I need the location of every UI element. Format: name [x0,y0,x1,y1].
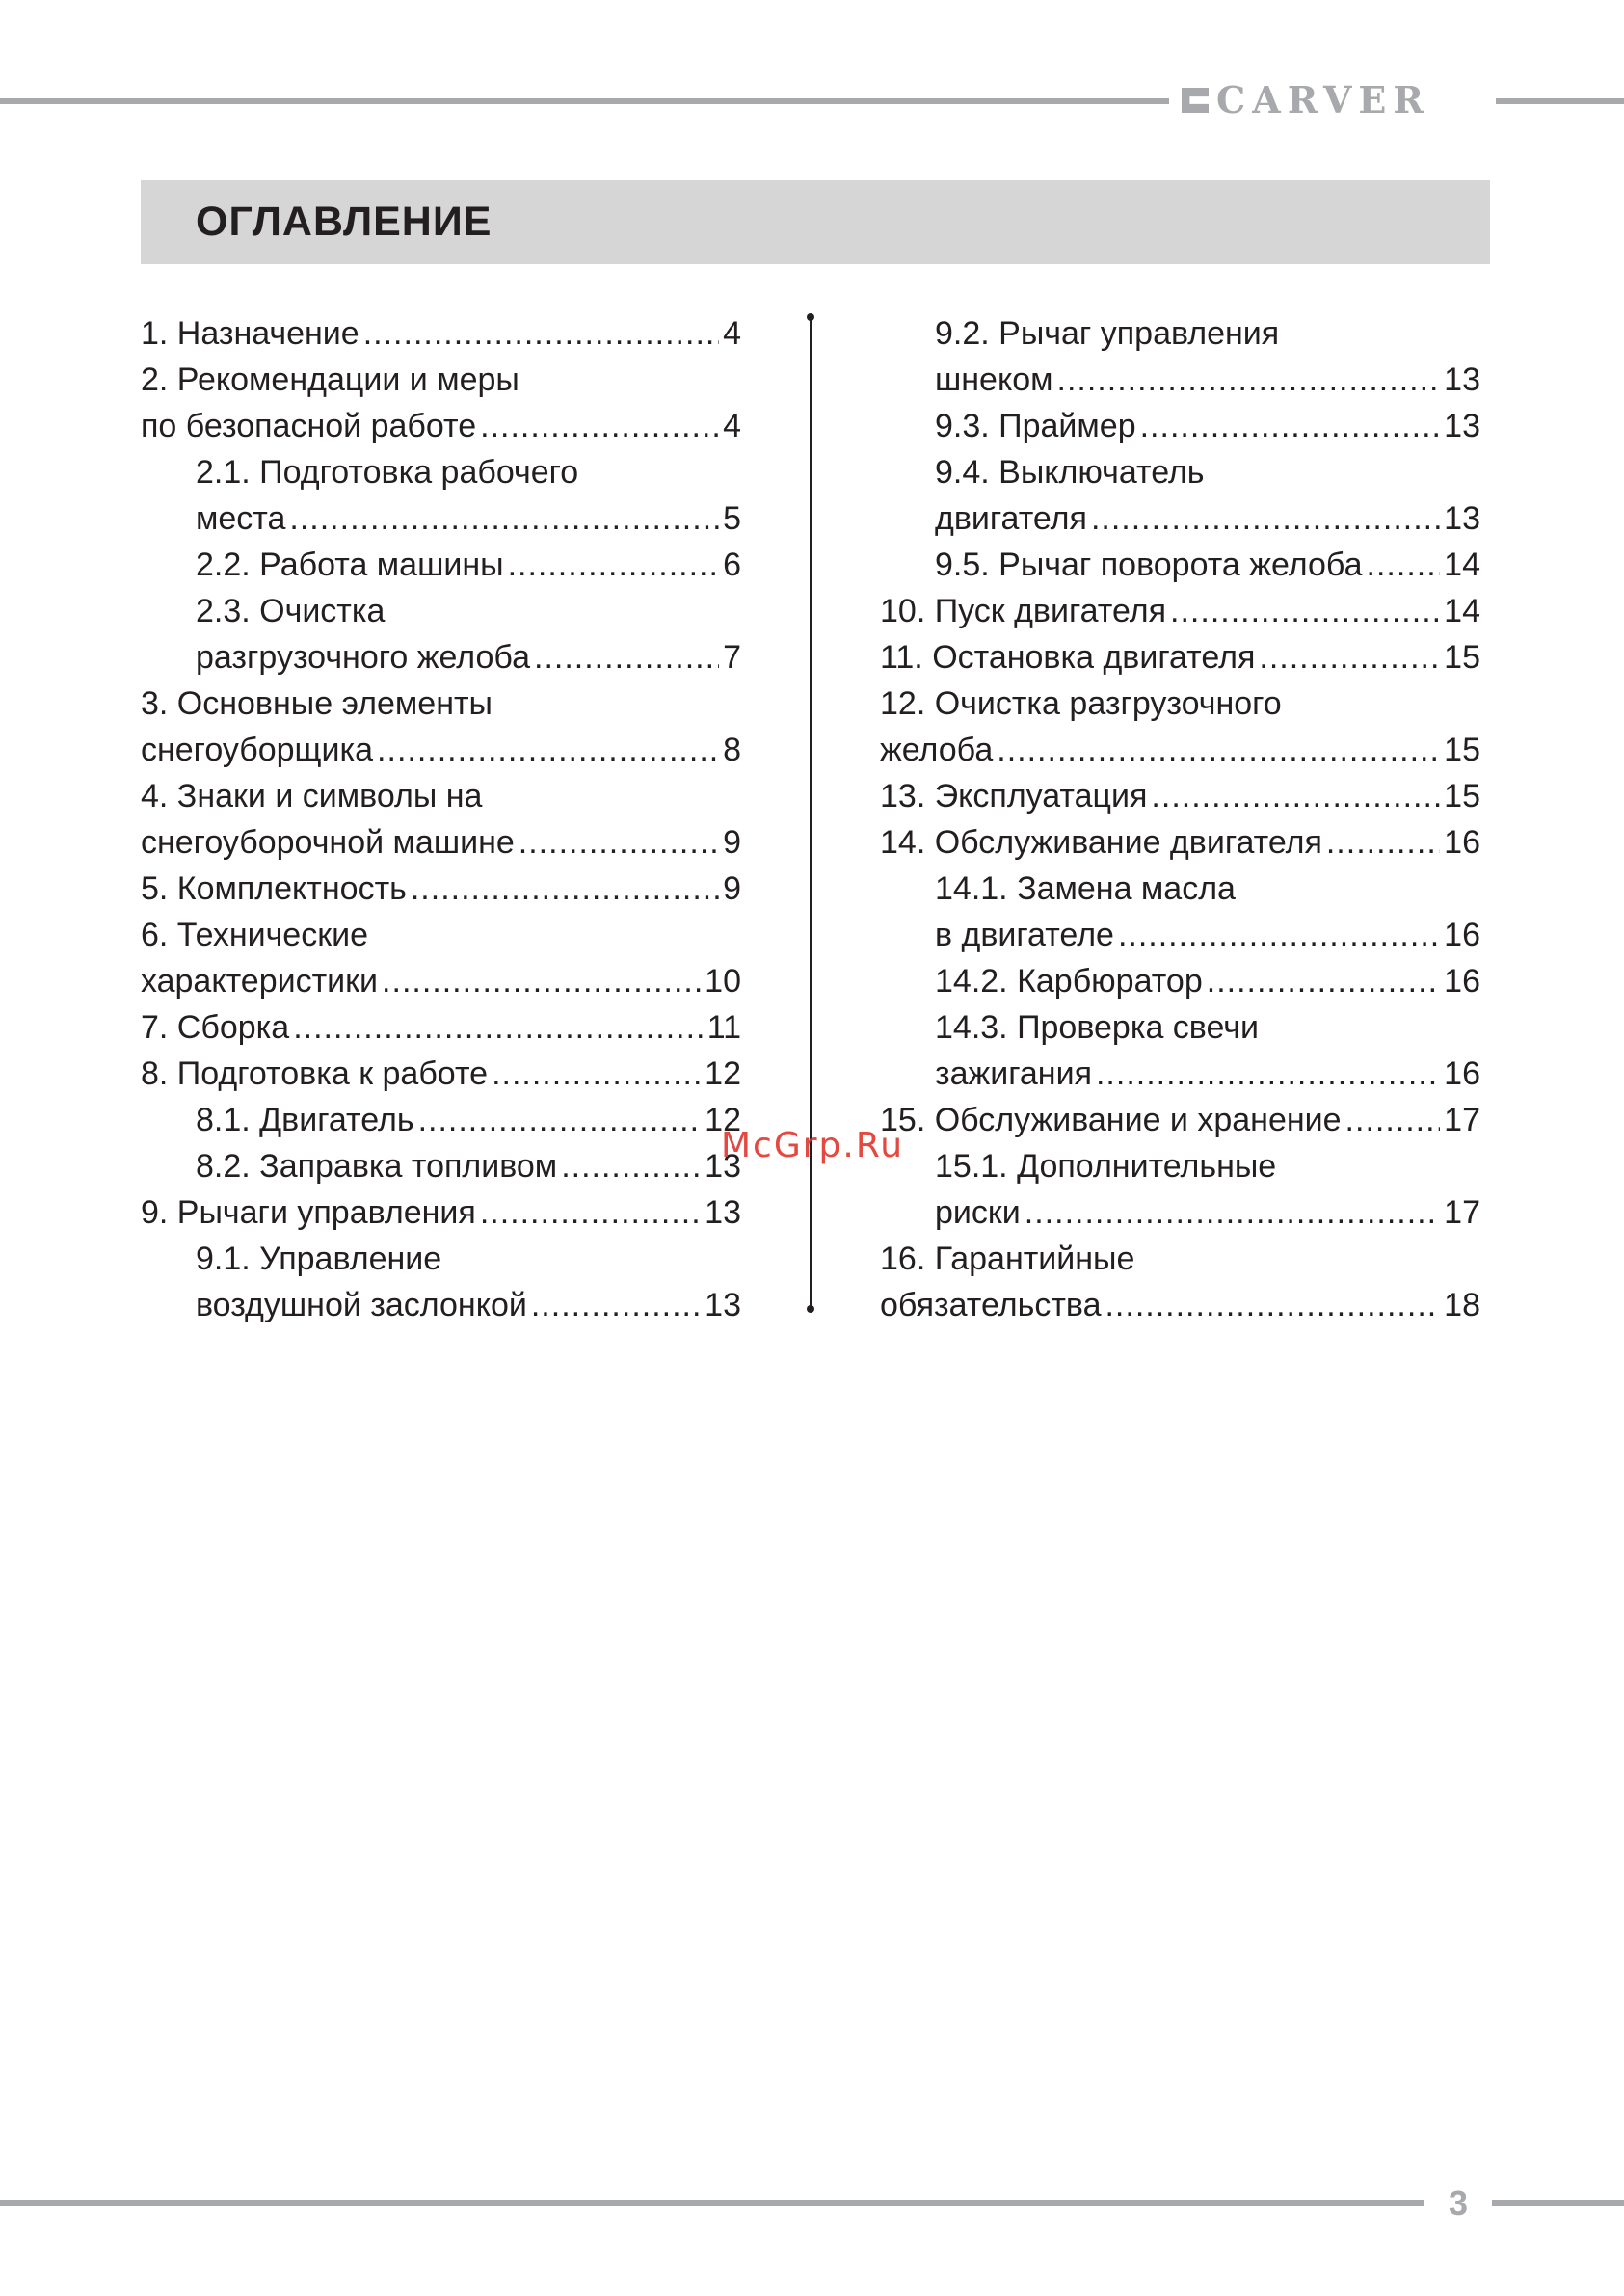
toc-dot-leader [508,542,720,588]
toc-entry-text: снегоуборщика [141,732,374,768]
toc-entry[interactable] [141,1189,741,1236]
toc-entry[interactable] [880,1143,1480,1189]
toc-page-number: 13 [705,1148,741,1185]
toc-page-number: 17 [1444,1102,1480,1138]
toc-dot-leader [293,1004,704,1051]
toc-entry-text: 14. Обслуживание двигателя [880,824,1322,861]
toc-entry-text: 8. Подготовка к работе [141,1055,489,1092]
toc-page-number: 13 [1444,500,1480,537]
toc-dot-leader [1025,1189,1440,1236]
toc-dot-leader [531,1282,701,1328]
toc-dot-leader [1326,819,1440,866]
toc-entry-text: 7. Сборка [141,1009,290,1046]
toc-entry-text: 9. Рычаги управления [141,1194,476,1231]
toc-entry[interactable] [141,449,741,495]
toc-entry[interactable] [880,866,1480,912]
toc-dot-leader [1259,634,1440,681]
toc-dot-leader [519,819,719,866]
toc-entry[interactable] [141,1143,741,1189]
toc-entry-text: 14.2. Карбюратор [935,963,1203,1000]
toc-dot-leader [561,1143,701,1189]
toc-entry-text: 11. Остановка двигателя [880,639,1256,676]
toc-entry[interactable] [141,819,741,866]
toc-dot-leader [377,727,719,773]
toc-entry[interactable] [880,1004,1480,1051]
footer-rule-right [1492,2200,1624,2206]
toc-page-number: 18 [1444,1287,1480,1323]
toc-entry[interactable] [880,403,1480,449]
toc-dot-leader [1151,773,1440,819]
toc-entry-text: 8.2. Заправка топливом [196,1148,558,1185]
toc-entry-text: 12. Очистка разгрузочного [880,685,1282,722]
toc-entry[interactable] [141,866,741,912]
toc-entry-text: 4. Знаки и символы на [141,778,483,814]
toc-page-number: 13 [1444,408,1480,444]
toc-dot-leader [997,727,1440,773]
brand-name: CARVER [1216,78,1430,121]
toc-entry[interactable] [141,958,741,1004]
toc-entry[interactable] [141,634,741,681]
toc-page-number: 12 [705,1102,741,1138]
toc-entry[interactable] [880,773,1480,819]
toc-entry[interactable] [141,495,741,542]
toc-dot-leader [411,866,719,912]
toc-entry[interactable] [880,727,1480,773]
toc-page-number: 16 [1444,824,1480,861]
toc-entry-text: 2.3. Очистка [196,593,386,629]
toc-page-number: 4 [723,408,741,444]
toc-page-number: 14 [1444,547,1480,583]
toc-entry[interactable] [880,1097,1480,1143]
toc-entry[interactable] [880,1282,1480,1328]
footer-rule-left [0,2200,1424,2206]
toc-page-number: 16 [1444,1055,1480,1092]
toc-entry-text: 14.1. Замена масла [935,870,1236,907]
brand-logo [1182,78,1430,121]
toc-entry-text: шнеком [935,361,1053,398]
toc-entry-text: 9.4. Выключатель [935,454,1205,491]
toc-entry[interactable] [141,1097,741,1143]
toc-entry-text: характеристики [141,963,379,1000]
toc-dot-leader [534,634,719,681]
toc-entry-text: 1. Назначение [141,315,359,352]
toc-dot-leader [382,958,701,1004]
toc-entry[interactable] [880,912,1480,958]
toc-entry-text: двигателя [935,500,1087,537]
toc-entry[interactable] [880,1189,1480,1236]
toc-entry-text: 9.5. Рычаг поворота желоба [935,547,1363,583]
toc-page-number: 11 [706,1009,741,1046]
toc-entry-text: 8.1. Двигатель [196,1102,414,1138]
toc-right-column [880,310,1480,1328]
toc-entry-text: в двигателе [935,917,1114,953]
toc-entry[interactable] [880,542,1480,588]
carver-logo-icon [1182,88,1209,113]
toc-page-number: 4 [723,315,741,352]
toc-entry[interactable] [141,1282,741,1328]
toc-page-number: 10 [705,963,741,1000]
toc-entry[interactable] [141,357,741,403]
toc-entry-text: 5. Комплектность [141,870,407,907]
toc-entry-text: 2.2. Работа машины [196,547,504,583]
toc-dot-leader [1057,357,1441,403]
toc-entry-text: 9.3. Праймер [935,408,1136,444]
toc-entry[interactable] [880,634,1480,681]
toc-entry[interactable] [880,819,1480,866]
toc-entry[interactable] [141,912,741,958]
toc-entry-text: желоба [880,732,994,768]
page-title: ОГЛАВЛЕНИЕ [196,199,493,245]
toc-entry[interactable] [880,357,1480,403]
toc-page-number: 9 [723,824,741,861]
toc-entry[interactable] [880,958,1480,1004]
toc-entry[interactable] [880,1051,1480,1097]
toc-entry-text: 15.1. Дополнительные [935,1148,1277,1185]
toc-entry[interactable] [141,1051,741,1097]
toc-left-column [141,310,741,1328]
toc-entry-text: 3. Основные элементы [141,685,493,722]
toc-entry-text: 9.2. Рычаг управления [935,315,1280,352]
toc-entry[interactable] [880,310,1480,357]
toc-entry-text: по безопасной работе [141,408,477,444]
toc-entry-text: 15. Обслуживание и хранение [880,1102,1342,1138]
toc-dot-leader [1345,1097,1441,1143]
toc-page-number: 13 [1444,361,1480,398]
toc-entry-text: 2. Рекомендации и меры [141,361,519,398]
toc-entry[interactable] [141,727,741,773]
toc-entry-text: обязательства [880,1287,1102,1323]
toc-page-number: 12 [705,1055,741,1092]
toc-dot-leader [1091,495,1440,542]
toc-entry[interactable] [141,403,741,449]
toc-page-number: 15 [1444,732,1480,768]
toc-entry[interactable] [880,588,1480,634]
toc-page-number: 7 [723,639,741,676]
toc-entry-text: зажигания [935,1055,1092,1092]
toc-dot-leader [289,495,719,542]
toc-page-number: 14 [1444,593,1480,629]
toc-dot-leader [1096,1051,1440,1097]
toc-entry[interactable] [880,1236,1480,1282]
header-rule-left [0,98,1169,104]
toc-dot-leader [480,1189,701,1236]
toc-page-number: 5 [723,500,741,537]
toc-dot-leader [1170,588,1440,634]
toc-dot-leader [1207,958,1440,1004]
toc-entry[interactable] [141,773,741,819]
toc-page-number: 9 [723,870,741,907]
toc-entry-text: места [196,500,286,537]
watermark: McGrp.Ru [721,1126,905,1165]
toc-page-number: 8 [723,732,741,768]
page-number: 3 [1448,2183,1469,2223]
toc-entry[interactable] [141,542,741,588]
toc-entry-text: 6. Технические [141,917,368,953]
toc-entry[interactable] [880,681,1480,727]
toc-entry-text: 13. Эксплуатация [880,778,1148,814]
toc-dot-leader [1367,542,1441,588]
toc-dot-leader [1118,912,1440,958]
toc-dot-leader [363,310,719,357]
toc-entry-text: 16. Гарантийные [880,1241,1135,1277]
toc-entry-text: 14.3. Проверка свечи [935,1009,1259,1046]
toc-entry[interactable] [880,449,1480,495]
toc-entry-text: 9.1. Управление [196,1241,442,1277]
toc-page-number: 15 [1444,639,1480,676]
toc-page-number: 16 [1444,963,1480,1000]
toc-page-number: 17 [1444,1194,1480,1231]
toc-page-number: 16 [1444,917,1480,953]
toc-entry[interactable] [141,1004,741,1051]
title-band [141,180,1490,264]
toc-page-number: 6 [723,547,741,583]
toc-page-number: 15 [1444,778,1480,814]
toc-dot-leader [1140,403,1441,449]
toc-page-number: 13 [705,1287,741,1323]
toc-dot-leader [418,1097,702,1143]
toc-entry-text: разгрузочного желоба [196,639,530,676]
toc-entry-text: 2.1. Подготовка рабочего [196,454,579,491]
toc-dot-leader [1105,1282,1440,1328]
toc-page-number: 13 [705,1194,741,1231]
toc-entry-text: 10. Пуск двигателя [880,593,1167,629]
toc-entry[interactable] [141,681,741,727]
toc-entry[interactable] [141,1236,741,1282]
toc-entry-text: снегоуборочной машине [141,824,515,861]
toc-dot-leader [480,403,719,449]
toc-entry[interactable] [141,588,741,634]
toc-entry[interactable] [141,310,741,357]
toc-entry-text: риски [935,1194,1021,1231]
toc-entry-text: воздушной заслонкой [196,1287,527,1323]
header-rule-right [1496,98,1624,104]
toc-dot-leader [492,1051,701,1097]
toc-entry[interactable] [880,495,1480,542]
